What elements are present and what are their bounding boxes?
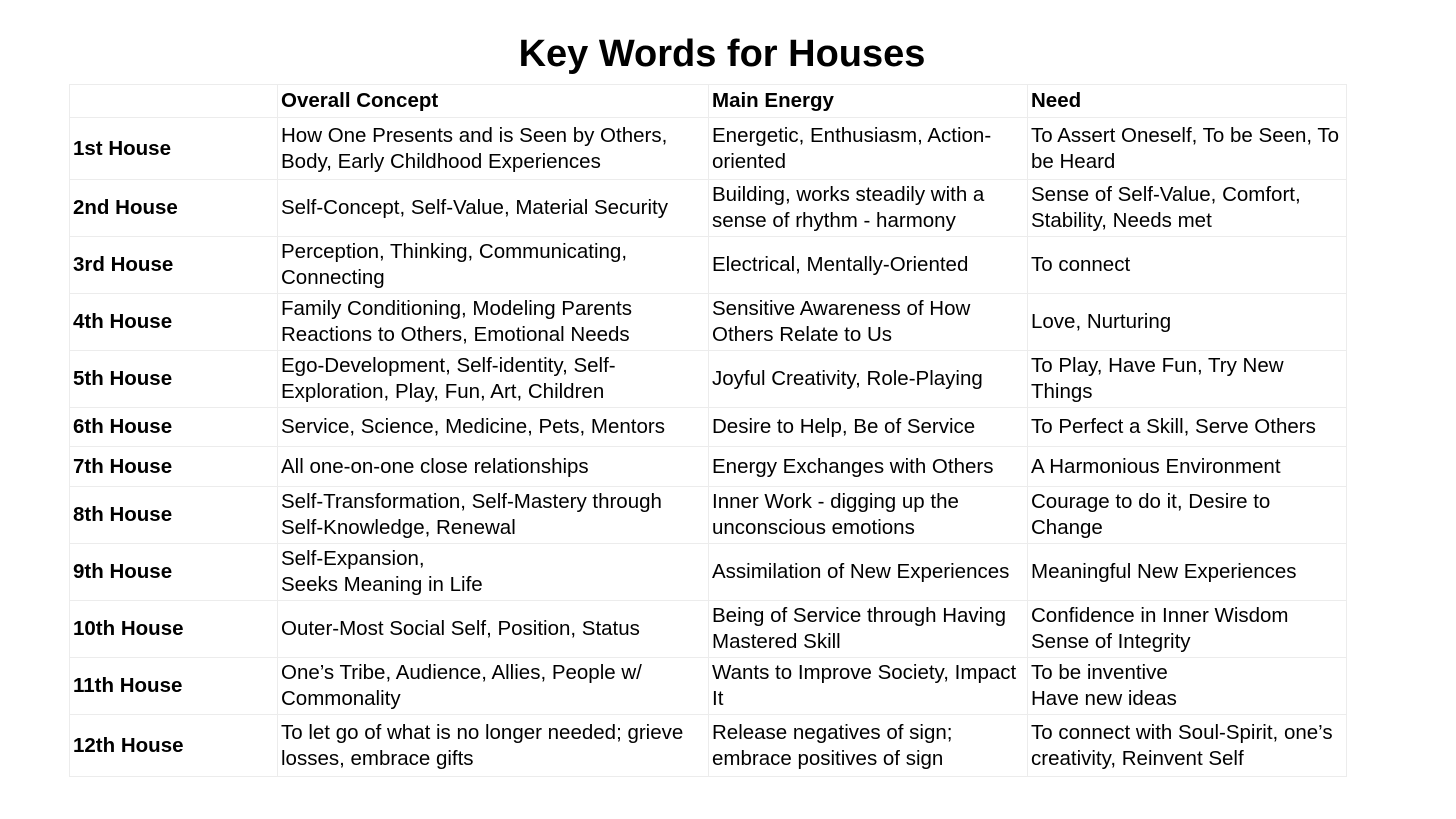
need-cell: To connect with Soul-Spirit, one’s creativity, Reinvent Self: [1028, 715, 1347, 777]
concept-cell: Ego-Development, Self-identity, Self-Exploration, Play, Fun, Art, Children: [278, 351, 709, 408]
energy-cell: Sensitive Awareness of How Others Relate to Us: [709, 294, 1028, 351]
table-row: [70, 715, 1347, 777]
table-row: [70, 180, 1347, 237]
house-cell: 11th House: [70, 658, 278, 715]
table-row: [70, 294, 1347, 351]
house-cell: 3rd House: [70, 237, 278, 294]
energy-cell: Joyful Creativity, Role-Playing: [709, 351, 1028, 408]
concept-cell: One’s Tribe, Audience, Allies, People w/ Commonality: [278, 658, 709, 715]
need-cell: To Play, Have Fun, Try New Things: [1028, 351, 1347, 408]
table-row: [70, 601, 1347, 658]
house-cell: 5th House: [70, 351, 278, 408]
energy-cell: Wants to Improve Society, Impact It: [709, 658, 1028, 715]
table-row: [70, 544, 1347, 601]
need-cell: To be inventive Have new ideas: [1028, 658, 1347, 715]
need-cell: To Perfect a Skill, Serve Others: [1028, 408, 1347, 447]
table-row: [70, 118, 1347, 180]
house-cell: 8th House: [70, 487, 278, 544]
energy-cell: Building, works steadily with a sense of rhythm - harmony: [709, 180, 1028, 237]
energy-cell: Electrical, Mentally-Oriented: [709, 237, 1028, 294]
concept-cell: Family Conditioning, Modeling Parents Reactions to Others, Emotional Needs: [278, 294, 709, 351]
concept-cell: Self-Concept, Self-Value, Material Security: [278, 180, 709, 237]
need-cell: A Harmonious Environment: [1028, 447, 1347, 487]
column-header-need: Need: [1028, 85, 1347, 118]
house-cell: 1st House: [70, 118, 278, 180]
energy-cell: Release negatives of sign; embrace positives of sign: [709, 715, 1028, 777]
house-cell: 12th House: [70, 715, 278, 777]
concept-cell: Service, Science, Medicine, Pets, Mentors: [278, 408, 709, 447]
concept-cell: Self-Transformation, Self-Mastery through Self-Knowledge, Renewal: [278, 487, 709, 544]
house-cell: 9th House: [70, 544, 278, 601]
house-cell: 7th House: [70, 447, 278, 487]
column-header-concept: Overall Concept: [278, 85, 709, 118]
table-row: [70, 351, 1347, 408]
energy-cell: Assimilation of New Experiences: [709, 544, 1028, 601]
need-cell: Meaningful New Experiences: [1028, 544, 1347, 601]
need-cell: Love, Nurturing: [1028, 294, 1347, 351]
house-cell: 6th House: [70, 408, 278, 447]
table-row: [70, 408, 1347, 447]
table-row: [70, 237, 1347, 294]
houses-table: [69, 84, 1347, 777]
header-row: [70, 85, 1347, 118]
concept-cell: Perception, Thinking, Communicating, Connecting: [278, 237, 709, 294]
house-cell: 10th House: [70, 601, 278, 658]
house-cell: 4th House: [70, 294, 278, 351]
house-cell: 2nd House: [70, 180, 278, 237]
concept-cell: Self-Expansion, Seeks Meaning in Life: [278, 544, 709, 601]
concept-cell: To let go of what is no longer needed; grieve losses, embrace gifts: [278, 715, 709, 777]
concept-cell: Outer-Most Social Self, Position, Status: [278, 601, 709, 658]
concept-cell: How One Presents and is Seen by Others, Body, Early Childhood Experiences: [278, 118, 709, 180]
need-cell: Confidence in Inner Wisdom Sense of Integrity: [1028, 601, 1347, 658]
table-row: [70, 658, 1347, 715]
column-header-energy: Main Energy: [709, 85, 1028, 118]
energy-cell: Energetic, Enthusiasm, Action-oriented: [709, 118, 1028, 180]
need-cell: Sense of Self-Value, Comfort, Stability, Needs met: [1028, 180, 1347, 237]
need-cell: To connect: [1028, 237, 1347, 294]
table-row: [70, 487, 1347, 544]
page-title: Key Words for Houses: [518, 33, 926, 75]
energy-cell: Being of Service through Having Mastered Skill: [709, 601, 1028, 658]
energy-cell: Energy Exchanges with Others: [709, 447, 1028, 487]
column-header-house: [70, 85, 278, 118]
energy-cell: Desire to Help, Be of Service: [709, 408, 1028, 447]
energy-cell: Inner Work - digging up the unconscious emotions: [709, 487, 1028, 544]
concept-cell: All one-on-one close relationships: [278, 447, 709, 487]
table-row: [70, 447, 1347, 487]
need-cell: Courage to do it, Desire to Change: [1028, 487, 1347, 544]
need-cell: To Assert Oneself, To be Seen, To be Heard: [1028, 118, 1347, 180]
